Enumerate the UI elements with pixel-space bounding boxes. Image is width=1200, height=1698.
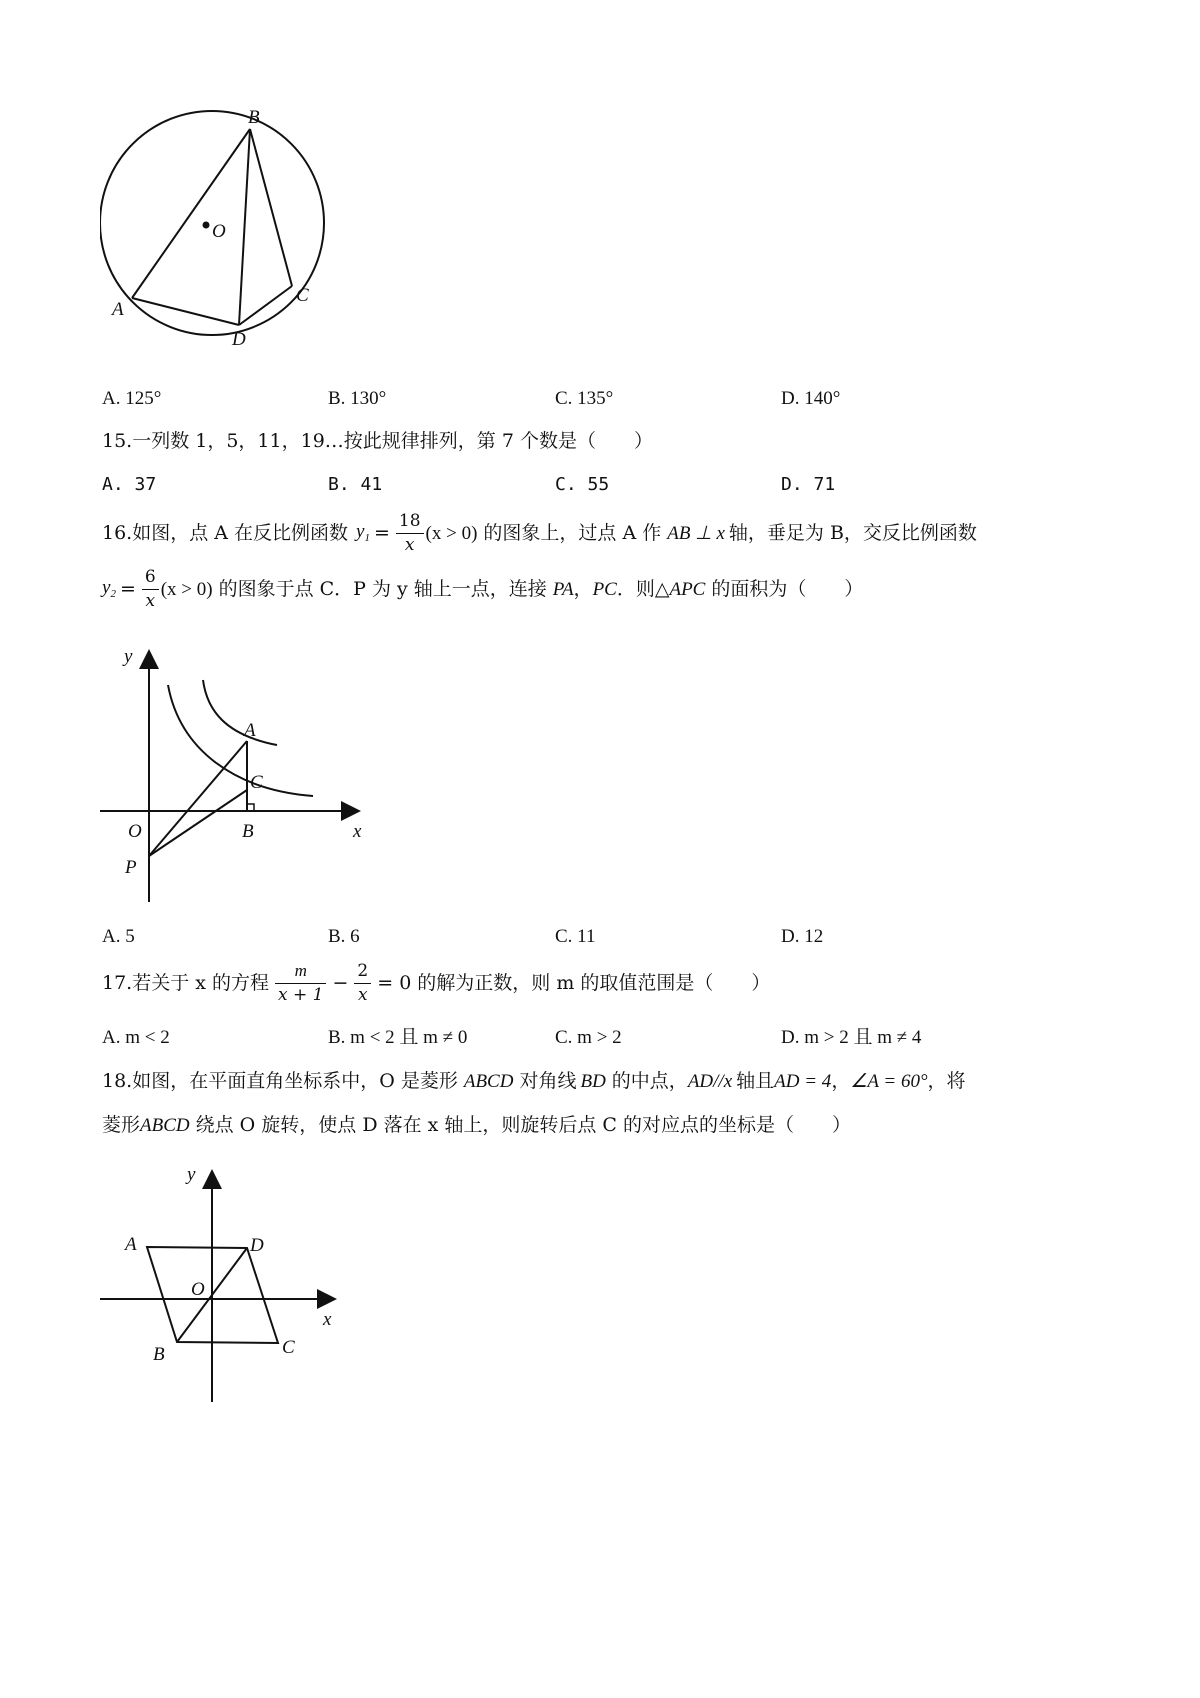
q16-label-C: C xyxy=(250,772,263,793)
q18-label-D: D xyxy=(250,1235,264,1256)
q16-label-P: P xyxy=(125,857,137,878)
q16-label-O: O xyxy=(128,821,142,842)
q16-option-b: B. 6 xyxy=(328,926,360,947)
q16-stem-part5: ．则△ xyxy=(616,577,670,600)
q18-stem-line1 xyxy=(102,1072,966,1091)
q14-segment-AD xyxy=(132,298,239,325)
q16-condition-1: (x > 0) xyxy=(425,522,478,544)
q17-option-c: C. m > 2 xyxy=(555,1027,622,1048)
q16-apc: APC xyxy=(669,578,706,600)
q16-stem-part3: 轴，垂足为 B，交反比例函数 xyxy=(728,521,977,544)
q16-label-B: B xyxy=(242,821,254,842)
q18-abcd-2: ABCD xyxy=(140,1115,190,1136)
q16-curve-y2 xyxy=(168,685,313,796)
q16-stem-line1 xyxy=(102,512,977,554)
q17-fraction-m-over-x-plus-1: $\frac{m}{x + 1}$ xyxy=(275,962,326,1004)
q14-label-B: B xyxy=(248,110,260,128)
q16-option-a: A. 5 xyxy=(102,926,135,947)
q16-label-y: y xyxy=(124,646,133,667)
q17-stem-part2: 的解为正数，则 m 的取值范围是（ ） xyxy=(417,971,771,994)
q17-option-a: A. m < 2 xyxy=(102,1027,170,1048)
q14-option-d: D. 140° xyxy=(781,388,841,409)
q18-label-C: C xyxy=(282,1337,295,1358)
q16-label-x: x xyxy=(353,821,362,842)
q18-rhombus-figure xyxy=(95,1155,355,1405)
q18-line1-d: 轴且 xyxy=(736,1070,775,1092)
q17-stem xyxy=(102,962,770,1004)
q16-graph-figure xyxy=(95,640,385,910)
q16-y1: $y_1$ xyxy=(356,521,370,545)
q16-option-d: D. 12 xyxy=(781,926,824,947)
q18-label-A: A xyxy=(125,1234,137,1255)
q18-line1-a: 18.如图，在平面直角坐标系中，O 是菱形 xyxy=(102,1070,458,1092)
q18-label-y: y xyxy=(187,1164,196,1185)
q15-option-d: D. 71 xyxy=(781,474,836,495)
q16-y2: $y_2$ xyxy=(102,577,116,601)
q18-ad-equals-4: AD = 4 xyxy=(774,1071,832,1092)
q16-comma: ， xyxy=(573,577,593,600)
q18-label-O: O xyxy=(191,1279,205,1300)
q18-ad-parallel-x: AD//x xyxy=(687,1071,733,1092)
q14-center-dot xyxy=(203,222,210,229)
q17-option-d: D. m > 2 且 m ≠ 4 xyxy=(781,1027,922,1048)
q18-line2-a: 菱形 xyxy=(102,1114,141,1136)
q16-stem-part4: 的图象于点 C．P 为 y 轴上一点，连接 xyxy=(218,577,547,600)
q15-stem: 15.一列数 1，5，11，19…按此规律排列，第 7 个数是（ ） xyxy=(102,430,653,452)
q18-abcd: ABCD xyxy=(463,1071,514,1092)
q14-label-A: A xyxy=(112,299,124,320)
q18-stem-line2 xyxy=(102,1116,851,1135)
q16-label-A: A xyxy=(244,720,256,741)
q16-ab-perp-x: AB ⊥ x xyxy=(667,522,725,544)
q14-segment-BC xyxy=(250,129,292,286)
q18-line1-f: ，将 xyxy=(927,1070,966,1092)
q16-right-angle-mark xyxy=(247,804,254,811)
q18-line2-b: 绕点 O 旋转，使点 D 落在 x 轴上，则旋转后点 C 的对应点的坐标是（ ） xyxy=(195,1114,852,1136)
q18-angle-a: ∠A = 60° xyxy=(850,1071,928,1092)
q16-stem-part1: 16.如图，点 A 在反比例函数 xyxy=(102,521,349,544)
q14-label-D: D xyxy=(232,329,246,350)
q14-circle-figure xyxy=(100,110,360,380)
q14-segment-AB xyxy=(132,129,250,298)
q18-line1-e: ， xyxy=(831,1070,851,1092)
q16-stem-part2: 的图象上，过点 A 作 xyxy=(483,521,662,544)
q18-label-B: B xyxy=(153,1344,165,1365)
q16-option-c: C. 11 xyxy=(555,926,596,947)
q17-minus: − xyxy=(332,971,349,994)
q15-option-a: A. 37 xyxy=(102,474,157,495)
q17-stem-part1: 17.若关于 x 的方程 xyxy=(102,971,270,994)
q18-line1-b: 对角线 xyxy=(519,1070,577,1092)
q14-option-b: B. 130° xyxy=(328,388,387,409)
q14-label-C: C xyxy=(296,285,309,306)
q14-segment-BD xyxy=(239,129,250,325)
q16-condition-2: (x > 0) xyxy=(160,578,213,600)
q14-option-a: A. 125° xyxy=(102,388,162,409)
q16-fraction-18-over-x: $\frac{18}{x}$ xyxy=(396,512,424,554)
q17-option-b: B. m < 2 且 m ≠ 0 xyxy=(328,1027,468,1048)
q16-equals-1: = xyxy=(373,521,390,544)
q18-line1-c: 的中点， xyxy=(611,1070,688,1092)
q16-fraction-6-over-x: $\frac{6}{x}$ xyxy=(142,568,159,610)
q16-segment-PA xyxy=(149,741,247,856)
q17-fraction-2-over-x: $\frac{2}{x}$ xyxy=(354,962,371,1004)
q17-equals-zero: = 0 xyxy=(377,971,412,994)
q16-curve-y1 xyxy=(203,680,277,745)
q15-option-b: B. 41 xyxy=(328,474,383,495)
q18-bd: BD xyxy=(580,1071,606,1092)
q14-option-c: C. 135° xyxy=(555,388,614,409)
q16-pa: PA xyxy=(552,578,574,600)
q16-pc: PC xyxy=(592,578,617,600)
q16-equals-2: = xyxy=(119,577,136,600)
q16-stem-line2 xyxy=(102,568,863,610)
q14-segment-DC xyxy=(239,286,292,325)
q15-option-c: C. 55 xyxy=(555,474,610,495)
q18-label-x: x xyxy=(323,1309,332,1330)
q14-label-O: O xyxy=(212,221,226,242)
q16-stem-part6: 的面积为（ ） xyxy=(711,577,864,600)
